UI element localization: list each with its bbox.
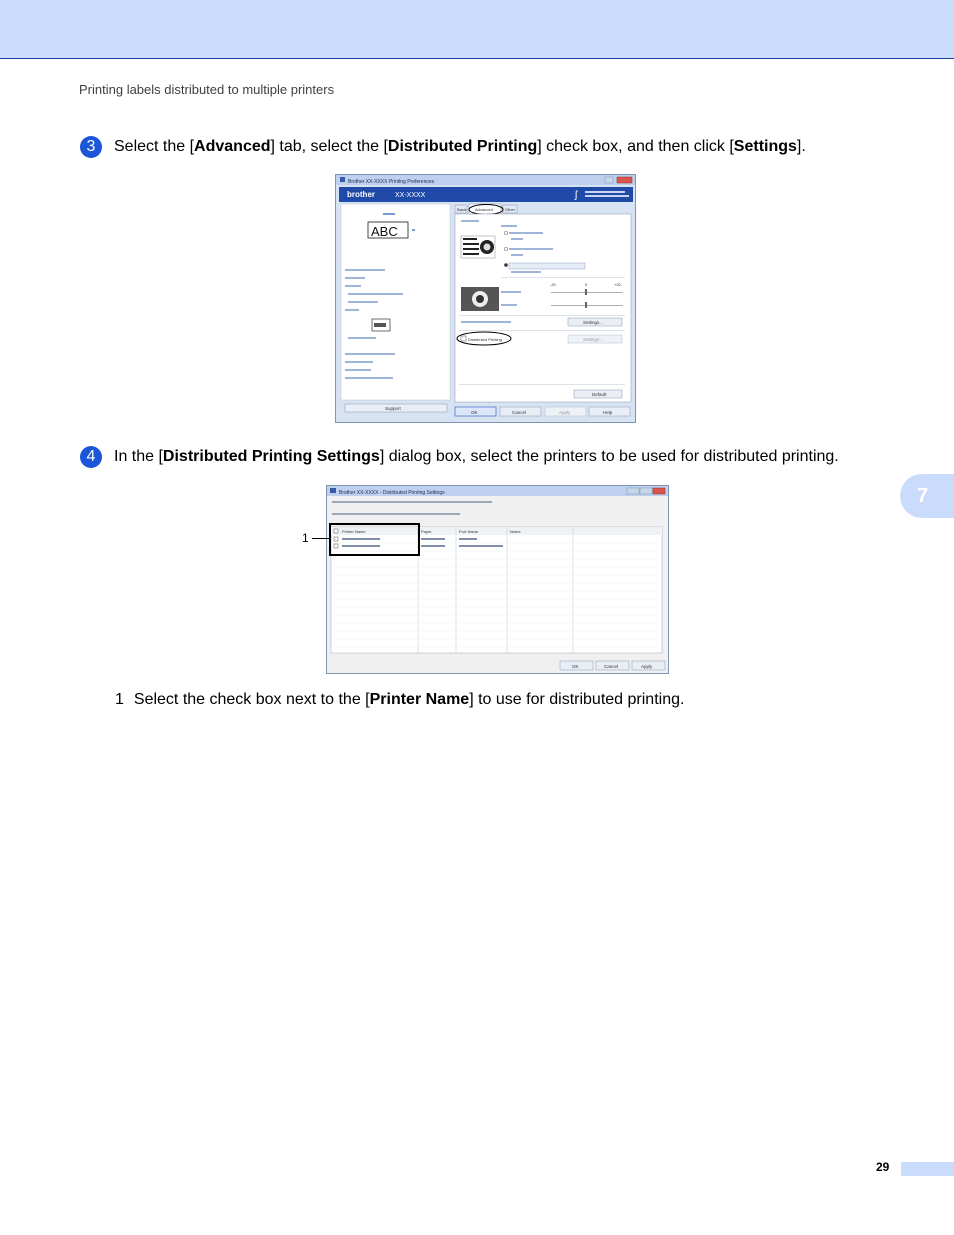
column-paper[interactable]: Paper xyxy=(421,529,432,534)
callout-number: 1 xyxy=(302,531,309,545)
svg-text:OK: OK xyxy=(471,410,478,415)
svg-text:Default: Default xyxy=(592,392,607,397)
step-number-badge: 3 xyxy=(80,136,102,158)
halftone-radio-1[interactable] xyxy=(504,231,508,235)
section-header: Printing labels distributed to multiple printers xyxy=(79,82,335,97)
svg-text:-20: -20 xyxy=(550,282,556,287)
svg-text:OK: OK xyxy=(572,664,579,669)
column-port-name[interactable]: Port Name xyxy=(459,529,479,534)
step-4-text: In the [Distributed Printing Settings] dialog box, select the printers to be used for distributed printing. xyxy=(114,448,839,465)
brand-logo: brother xyxy=(347,190,375,199)
chapter-tab xyxy=(900,474,954,518)
halftone-radio-3[interactable] xyxy=(504,263,508,267)
page-number-bar xyxy=(901,1162,954,1176)
svg-text:Advanced: Advanced xyxy=(475,207,493,212)
column-printer-name[interactable]: Printer Name xyxy=(342,529,366,534)
support-swirl-icon: ʃ xyxy=(575,190,578,201)
step-3 xyxy=(80,136,806,158)
page-number: 29 xyxy=(876,1160,890,1174)
chapter-number: 7 xyxy=(917,484,929,507)
svg-text:Help: Help xyxy=(603,410,613,415)
app-icon xyxy=(330,488,336,493)
printing-preferences-screenshot xyxy=(335,174,636,423)
step-3-text: Select the [Advanced] tab, select the [Distributed Printing] check box, and then click [Settings]. xyxy=(114,138,806,155)
distributed-printing-settings-screenshot xyxy=(326,485,669,674)
svg-text:Settings...: Settings... xyxy=(583,337,604,342)
svg-text:0: 0 xyxy=(585,282,588,287)
svg-text:Cancel: Cancel xyxy=(512,410,527,415)
footnote: 1 Select the check box next to the [Printer Name] to use for distributed printing. xyxy=(115,691,685,708)
svg-text:Basic: Basic xyxy=(457,207,467,212)
svg-text:Distributed Printing: Distributed Printing xyxy=(468,337,502,342)
step-number-badge: 4 xyxy=(80,446,102,468)
label-preview-text: ABC xyxy=(371,224,398,239)
top-banner xyxy=(0,0,954,59)
svg-text:Apply: Apply xyxy=(559,410,571,415)
dialog-title: Brother XX-XXXX Printing Preferences xyxy=(348,179,435,185)
svg-text:Support: Support xyxy=(385,406,401,411)
help-title-button[interactable] xyxy=(605,177,613,183)
callout-box xyxy=(329,523,420,556)
footnote-number: 1 xyxy=(115,691,124,708)
column-notes[interactable]: Notes xyxy=(510,529,521,534)
halftone-radio-2[interactable] xyxy=(504,247,508,251)
svg-text:Settings...: Settings... xyxy=(583,320,604,325)
app-icon xyxy=(340,177,345,182)
callout-line xyxy=(312,538,330,539)
svg-text:+20: +20 xyxy=(614,282,621,287)
maximize-title-button[interactable] xyxy=(640,488,652,494)
svg-text:Cancel: Cancel xyxy=(604,664,619,669)
step-4 xyxy=(80,446,839,468)
model-name: XX-XXXX xyxy=(395,192,426,199)
svg-text:Apply: Apply xyxy=(641,664,653,669)
distributed-printing-checkbox[interactable] xyxy=(461,336,466,341)
close-title-button[interactable] xyxy=(617,177,632,183)
svg-text:Other: Other xyxy=(505,207,516,212)
close-title-button[interactable] xyxy=(653,488,665,494)
help-title-button[interactable] xyxy=(627,488,639,494)
dialog-title: Brother XX-XXXX - Distributed Printing Settings xyxy=(339,490,445,496)
